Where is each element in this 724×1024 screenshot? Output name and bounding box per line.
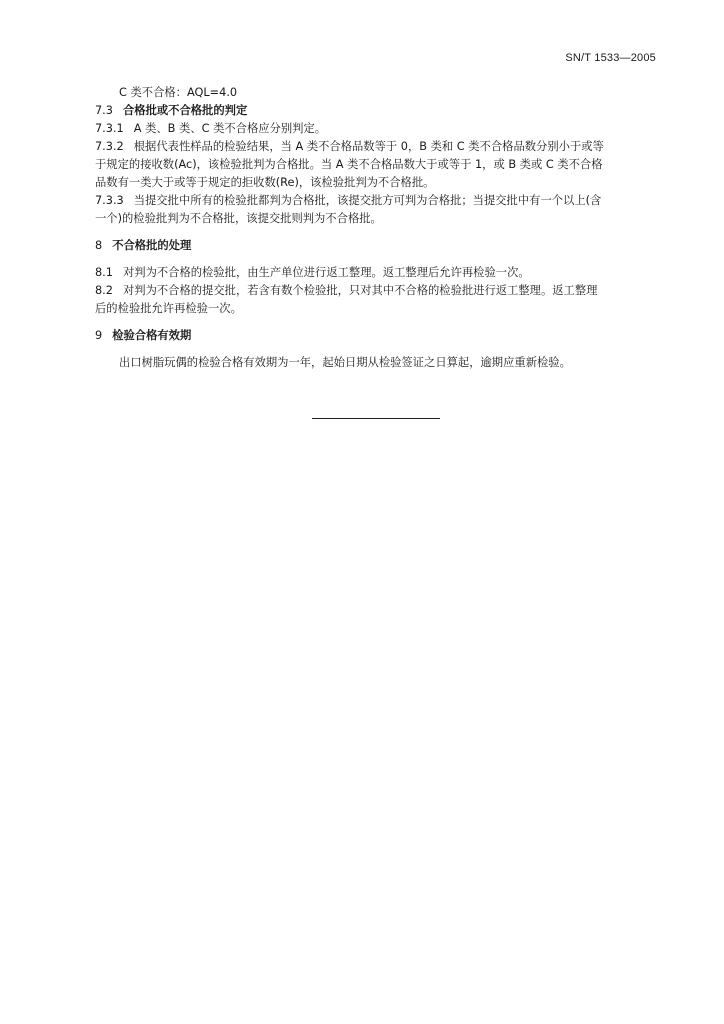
c-class-aql: C 类不合格：AQL=4.0 [119,86,238,99]
clause-text: A 类、B 类、C 类不合格应分别判定。 [133,122,327,135]
clause-7-3-2-line3: 品数有一类大于或等于规定的拒收数(Re)，该检验批判为不合格批。 [95,176,435,189]
section-title: 不合格批的处理 [112,239,192,252]
clause-number: 7.3.1 [95,122,124,135]
section-number: 7.3 [95,104,113,117]
section-number: 8 [95,239,103,252]
clause-8-1 [95,264,660,282]
clause-8-2 [95,282,660,300]
clause-7-3-2 [95,138,660,156]
clause-number: 7.3.2 [95,140,124,153]
section-7-3-heading [95,102,660,120]
clause-7-3-3 [95,192,660,210]
clause-text: 根据代表性样品的检验结果，当 A 类不合格品数等于 0，B 类和 C 类不合格品数分别小于或等 [133,140,604,153]
section-title: 检验合格有效期 [112,329,192,342]
section-9-heading [95,327,660,345]
standard-number: SN/T 1533—2005 [565,52,656,64]
document-body [95,84,660,372]
clause-number: 7.3.3 [95,194,124,207]
section-9-text: 出口树脂玩偶的检验合格有效期为一年，起始日期从检验签证之日算起，逾期应重新检验。 [119,356,571,369]
clause-text: 当提交批中所有的检验批都判为合格批，该提交批方可判为合格批；当提交批中有一个以上(含 [133,194,602,207]
clause-7-3-2-line2: 于规定的接收数(Ac)，该检验批判为合格批。当 A 类不合格品数大于或等于 1，或 B 类或 C 类不合格 [95,158,603,171]
clause-text: 对判为不合格的提交批，若含有数个检验批，只对其中不合格的检验批进行返工整理。返工整理 [122,284,598,297]
clause-text: 对判为不合格的检验批，由生产单位进行返工整理。返工整理后允许再检验一次。 [122,266,530,279]
clause-8-2-line2: 后的检验批允许再检验一次。 [95,302,242,315]
section-number: 9 [95,329,103,342]
clause-7-3-1 [95,120,660,138]
clause-number: 8.1 [95,266,113,279]
section-8-heading [95,237,660,255]
clause-7-3-3-line2: 一个)的检验批判为不合格批，该提交批则判为不合格批。 [95,212,382,225]
section-title: 合格批或不合格批的判定 [122,104,248,117]
clause-number: 8.2 [95,284,113,297]
end-of-document-rule [312,418,440,419]
